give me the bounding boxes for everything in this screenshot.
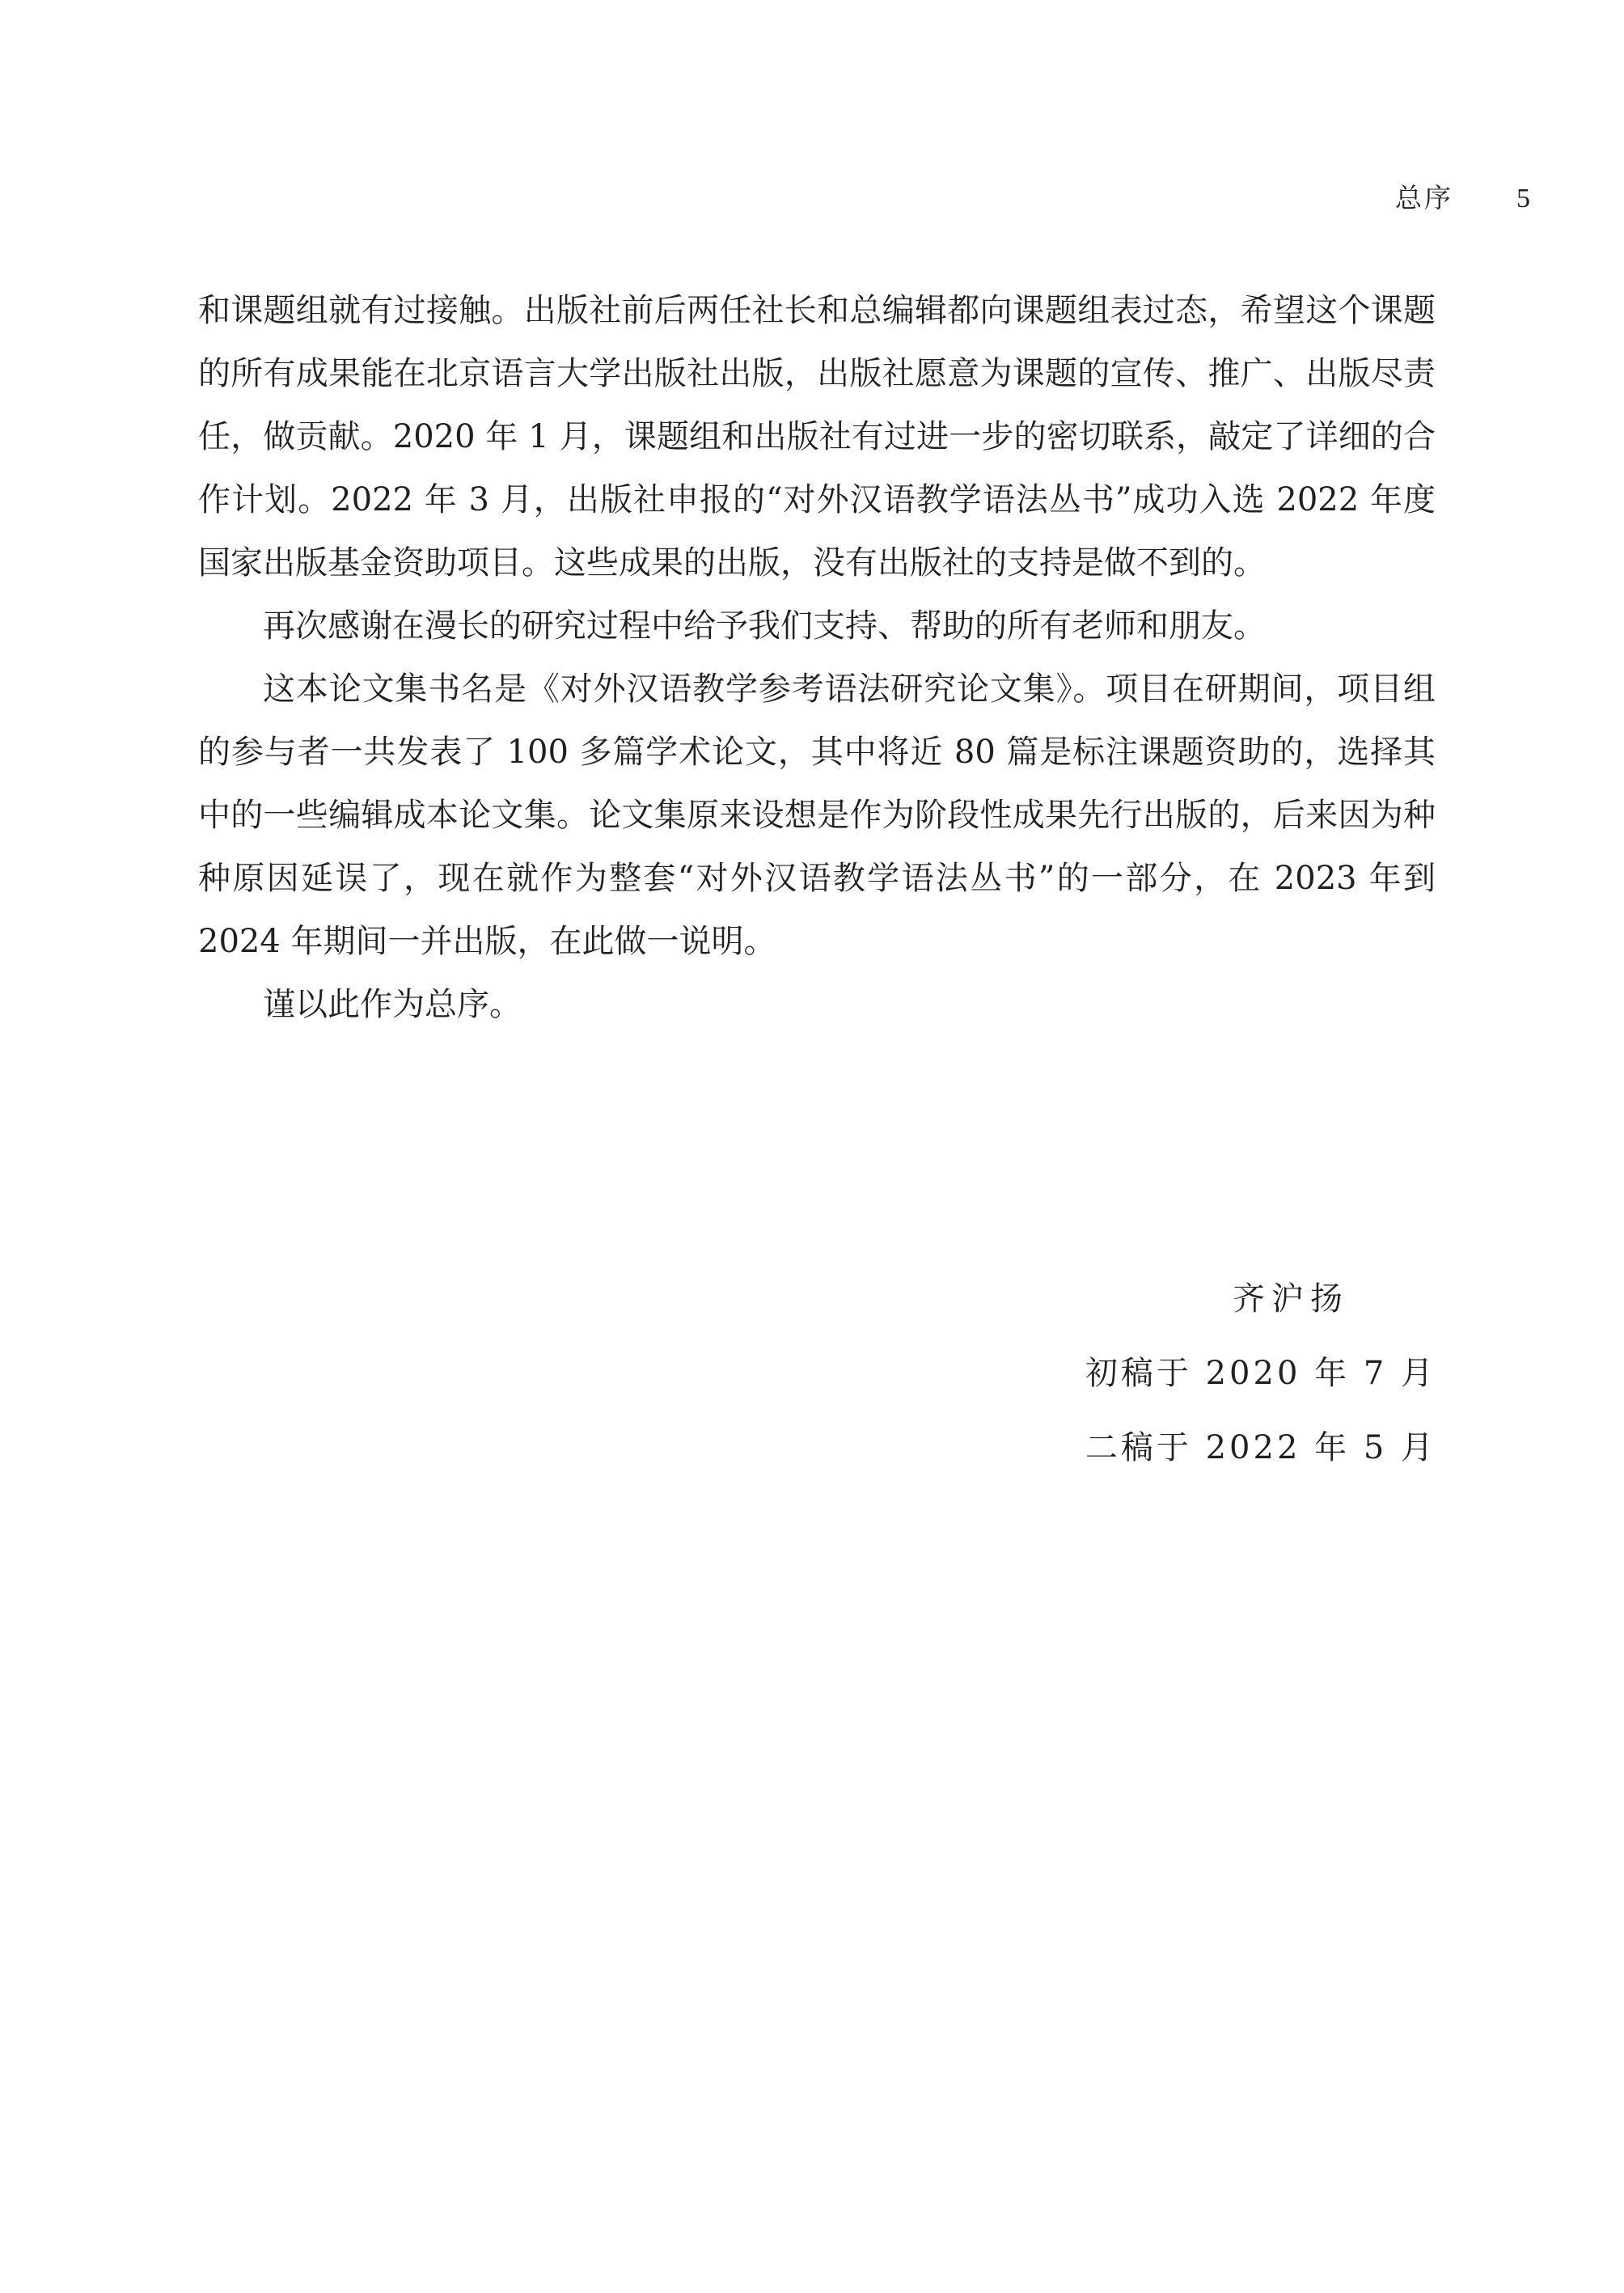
paragraph: 谨以此作为总序。 [263, 986, 522, 1023]
first-draft-date: 初稿于 2020 年 7 月 [1085, 1355, 1436, 1392]
second-draft-date: 二稿于 2022 年 5 月 [1085, 1429, 1436, 1466]
section-title: 总序 [1395, 182, 1453, 214]
paragraph: 再次感谢在漫长的研究过程中给予我们支持、帮助的所有老师和朋友。 [263, 607, 1266, 645]
author-name: 齐沪扬 [1233, 1280, 1349, 1318]
page-number: 5 [1516, 184, 1530, 214]
paragraph: 和课题组就有过接触。出版社前后两任社长和总编辑都向课题组表过态，希望这个课题的所有成果能在北京语言大学出版社出版，出版社愿意为课题的宣传、推广、出版尽责任，做贡献。2020 年 1 月，课题组和出版社有过进一步的密切联系，敲定了详细的合作计划。2022 年 3 月，出版社申报的“对外汉语教学语法丛书”成功入选 2022 年度国家出版基金资助项目。这些成果的出版，没有出版社的支持是做不到的。 [198, 292, 1436, 582]
running-header [1395, 184, 1530, 213]
paragraph: 这本论文集书名是《对外汉语教学参考语法研究论文集》。项目在研期间，项目组的参与者一共发表了 100 多篇学术论文，其中将近 80 篇是标注课题资助的，选择其中的一些编辑成本论文集。论文集原来设想是作为阶段性成果先行出版的，后来因为种种原因延误了，现在就作为整套“对外汉语教学语法丛书”的一部分，在 2023 年到 2024 年期间一并出版，在此做一说明。 [198, 671, 1436, 960]
body-text [198, 279, 1436, 1036]
signature-block [1085, 1262, 1436, 1485]
